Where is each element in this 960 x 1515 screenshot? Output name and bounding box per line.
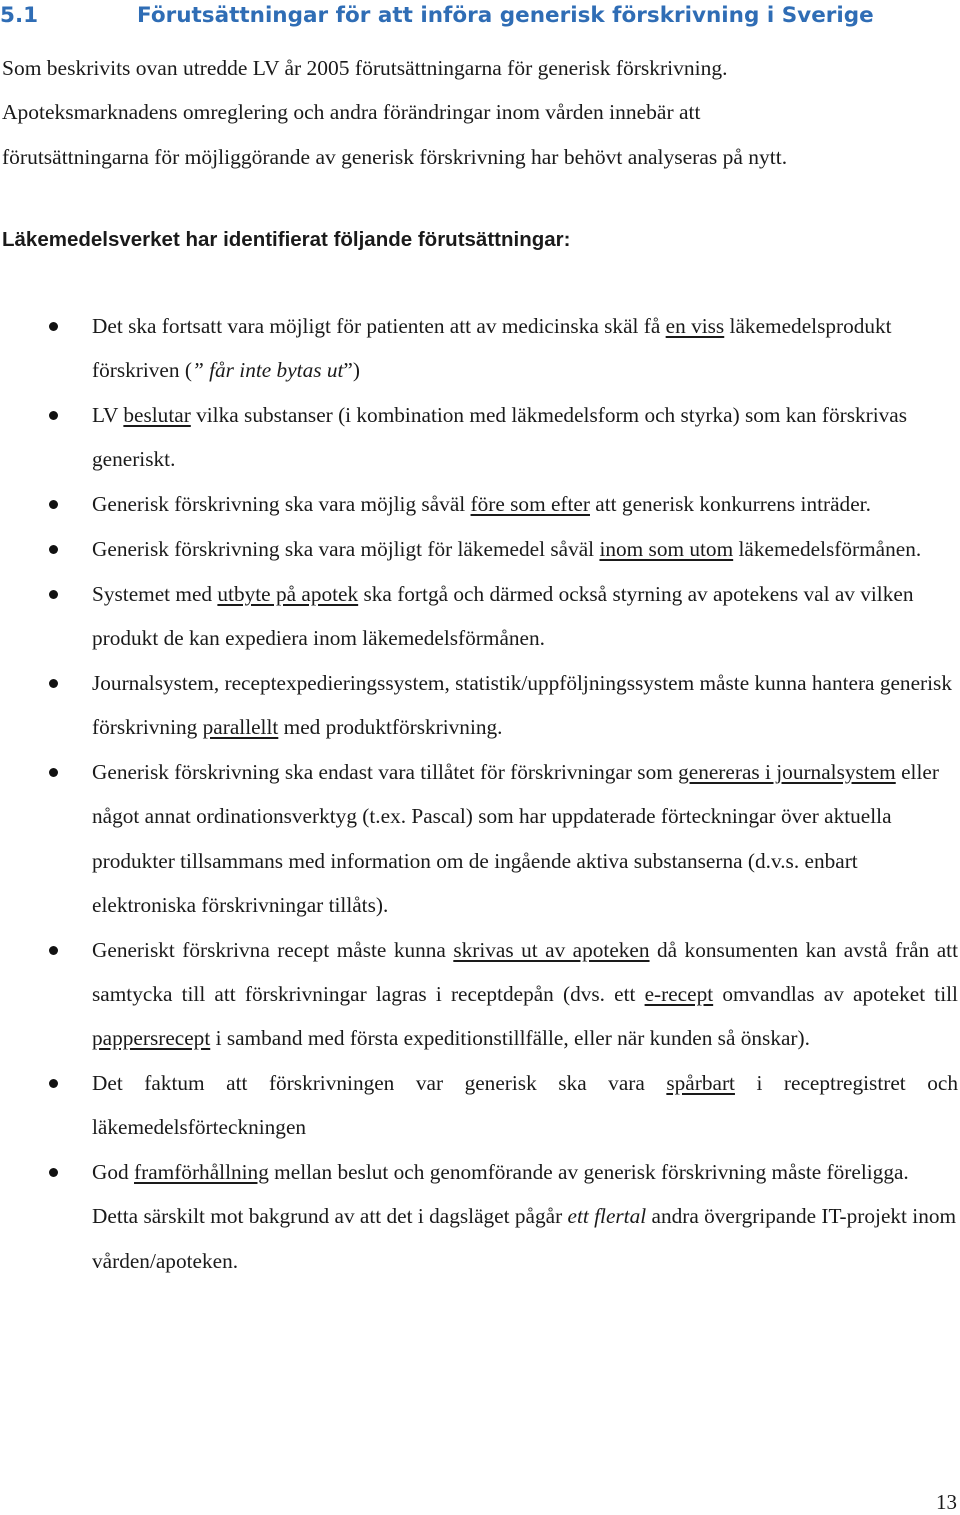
- section-title: Förutsättningar för att införa generisk förskrivning i Sverige: [137, 3, 874, 28]
- bullet-icon: [49, 679, 58, 688]
- bullet-icon: [49, 768, 58, 777]
- list-item: Det ska fortsatt vara möjligt för patienten att av medicinska skäl få en viss läkemedelsprodukt förskriven (” får inte bytas ut”): [0, 304, 960, 393]
- section-number: 5.1: [0, 3, 39, 28]
- bullet-icon: [49, 1079, 58, 1088]
- intro-line: Apoteksmarknadens omreglering och andra förändringar inom vården innebär att: [2, 100, 701, 125]
- underlined-term: före som efter: [470, 492, 590, 517]
- requirements-list: [0, 304, 960, 1284]
- list-item: Generisk förskrivning ska vara möjligt för läkemedel såväl inom som utom läkemedelsförmånen.: [0, 527, 960, 571]
- list-item: Det faktum att förskrivningen var generisk ska vara spårbart i receptregistret och läkemedelsförteckningen: [0, 1061, 960, 1150]
- bullet-icon: [49, 590, 58, 599]
- list-item: Generisk förskrivning ska endast vara tillåtet för förskrivningar som genereras i journalsystem eller något annat ordinationsverktyg (t.ex. Pascal) som har uppdaterade förteckningar över aktuella produkter tillsammans med information om de ingående aktiva substanserna (d.v.s. enbart elektroniska förskrivningar tillåts).: [0, 750, 960, 927]
- bullet-icon: [49, 322, 58, 331]
- list-item: Generisk förskrivning ska vara möjlig såväl före som efter att generisk konkurrens inträder.: [0, 482, 960, 526]
- underlined-term: en viss: [665, 314, 725, 338]
- underlined-term: framförhållning: [134, 1160, 269, 1185]
- list-item: Journalsystem, receptexpedieringssystem, statistik/uppföljningssystem måste kunna hantera generisk förskrivning parallellt med produktförskrivning.: [0, 661, 960, 750]
- intro-paragraph: [2, 46, 952, 179]
- italic-term: ett flertal: [567, 1204, 647, 1229]
- list-item: Systemet med utbyte på apotek ska fortgå och därmed också styrning av apotekens val av vilken produkt de kan expediera inom läkemedelsförmånen.: [0, 572, 960, 661]
- list-item: Generiskt förskrivna recept måste kunna skrivas ut av apoteken då konsumenten kan avstå från att samtycka till att förskrivningar lagras i receptdepån (dvs. ett e-recept omvandlas av apoteket till pappersrecept i samband med första expeditionstillfälle, eller när kunden så önskar).: [0, 928, 960, 1061]
- requirements-subheading: Läkemedelsverket har identifierat följande förutsättningar:: [2, 228, 571, 251]
- underlined-term: pappersrecept: [92, 1026, 211, 1051]
- bullet-icon: [49, 545, 58, 554]
- intro-line: Som beskrivits ovan utredde LV år 2005 förutsättningarna för generisk förskrivning.: [2, 56, 728, 80]
- underlined-term: e-recept: [644, 981, 714, 1006]
- section-heading: [0, 0, 960, 32]
- bullet-icon: [49, 1168, 58, 1177]
- underlined-term: spårbart: [666, 1071, 735, 1096]
- underlined-term: utbyte på apotek: [217, 581, 359, 606]
- italic-term: ” får inte bytas ut: [191, 358, 344, 383]
- underlined-term: inom som utom: [599, 536, 734, 561]
- intro-line: förutsättningarna för möjliggörande av generisk förskrivning har behövt analyseras på nytt.: [2, 144, 788, 169]
- underlined-term: skrivas ut av apoteken: [453, 937, 650, 962]
- bullet-icon: [49, 946, 58, 955]
- bullet-icon: [49, 500, 58, 509]
- underlined-term: parallellt: [202, 715, 279, 740]
- underlined-term: beslutar: [123, 403, 191, 428]
- list-item: LV beslutar vilka substanser (i kombination med läkmedelsform och styrka) som kan förskrivas generiskt.: [0, 393, 960, 482]
- bullet-icon: [49, 411, 58, 420]
- page-number: 13: [936, 1490, 957, 1514]
- list-item: God framförhållning mellan beslut och genomförande av generisk förskrivning måste föreligga. Detta särskilt mot bakgrund av att det i dagsläget pågår ett flertal andra övergripande IT-projekt inom vården/apoteken.: [0, 1150, 960, 1283]
- underlined-term: genereras i journalsystem: [678, 759, 896, 784]
